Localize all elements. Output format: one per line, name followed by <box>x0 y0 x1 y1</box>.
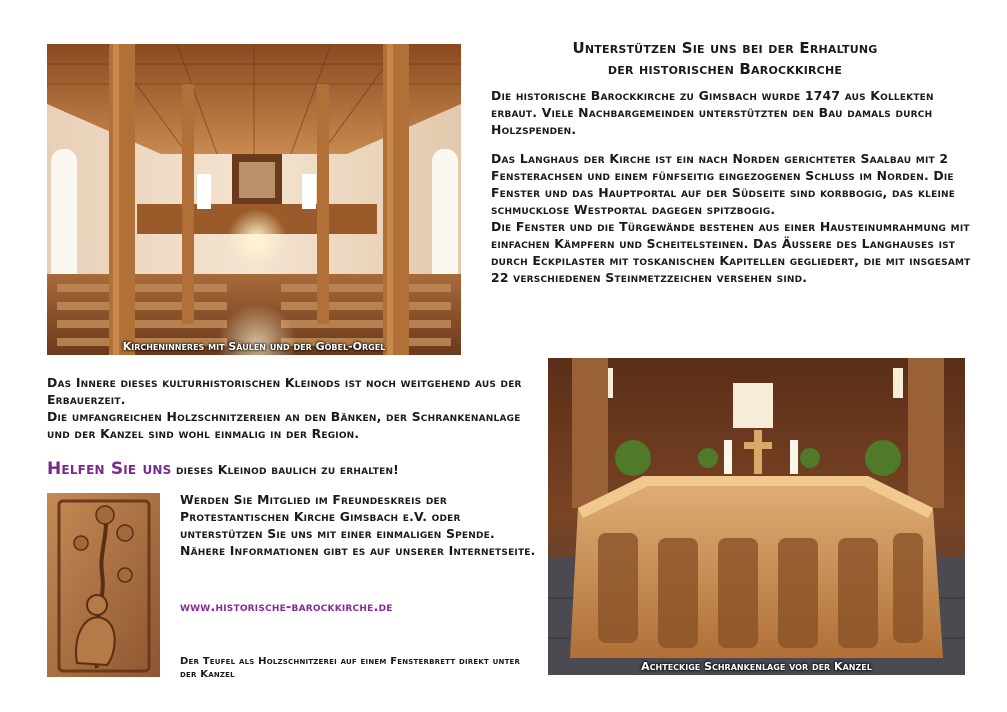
heading-line-1: Unterstützen Sie uns bei der Erhaltung <box>572 39 878 57</box>
devil-carving-caption: Der Teufel als Holzschnitzerei auf einem Fensterbrett direkt unter der Kanzel <box>180 656 521 680</box>
description-paragraph-2: Die Fenster und die Türgewände bestehen aus einer Hausteinumrahmung mit einfachen Kämpfern und Scheitelsteinen. Das Äussere des Langhauses ist durch Eckpilaster mit toskanischen Kapitellen gegliedert, die mit insgesamt 22 verschiedenen Steinmetzzeichen versehen sind. <box>491 219 971 285</box>
devil-carving-photo <box>47 493 160 677</box>
altar-barrier-photo <box>548 358 965 675</box>
church-interior-photo <box>47 44 461 355</box>
help-call-to-action <box>47 459 547 479</box>
page-heading <box>500 38 950 80</box>
membership-text <box>180 491 540 559</box>
website-link[interactable]: www.historische-barockkirche.de <box>180 600 393 615</box>
interior-photo-caption: Kircheninneres mit Säulen und der Göbel-Orgel <box>122 340 386 353</box>
interior-paragraph-2: Die umfangreichen Holzschnitzereien an den Bänken, der Schrankenanlage und der Kanzel sind wohl einmalig in der Region. <box>47 409 521 441</box>
membership-paragraph-1: Werden Sie Mitglied im Freundeskreis der Protestantischen Kirche Gimsbach e.V. oder unterstützen Sie uns mit einer einmaligen Spende. <box>180 492 495 541</box>
interior-paragraph-1: Das Innere dieses kulturhistorischen Kleinods ist noch weitgehend aus der Erbauerzeit. <box>47 375 522 407</box>
heading-line-2: der historischen Barockkirche <box>607 60 843 78</box>
membership-paragraph-2: Nähere Informationen gibt es auf unserer Internetseite. <box>180 543 536 558</box>
help-subline: dieses Kleinod baulich zu erhalten! <box>171 462 400 477</box>
altar-photo-caption: Achteckige Schrankenlage vor der Kanzel <box>641 660 872 673</box>
interior-text <box>47 374 527 442</box>
intro-paragraph: Die historische Barockkirche zu Gimsbach wurde 1747 aus Kollekten erbaut. Viele Nachbargemeinden unterstützten den Bau damals durch Holzspenden. <box>491 88 934 137</box>
description-text <box>491 150 971 286</box>
description-paragraph-1: Das Langhaus der Kirche ist ein nach Norden gerichteter Saalbau mit 2 Fensterachsen und einem fünfseitig eingezogenen Schluss im Norden. Die Fenster und das Hauptportal auf der Südseite sind korbbogig, das kleine schmucklose Westportal dagegen spitzbogig. <box>491 151 956 217</box>
help-headline: Helfen Sie uns <box>47 459 172 479</box>
